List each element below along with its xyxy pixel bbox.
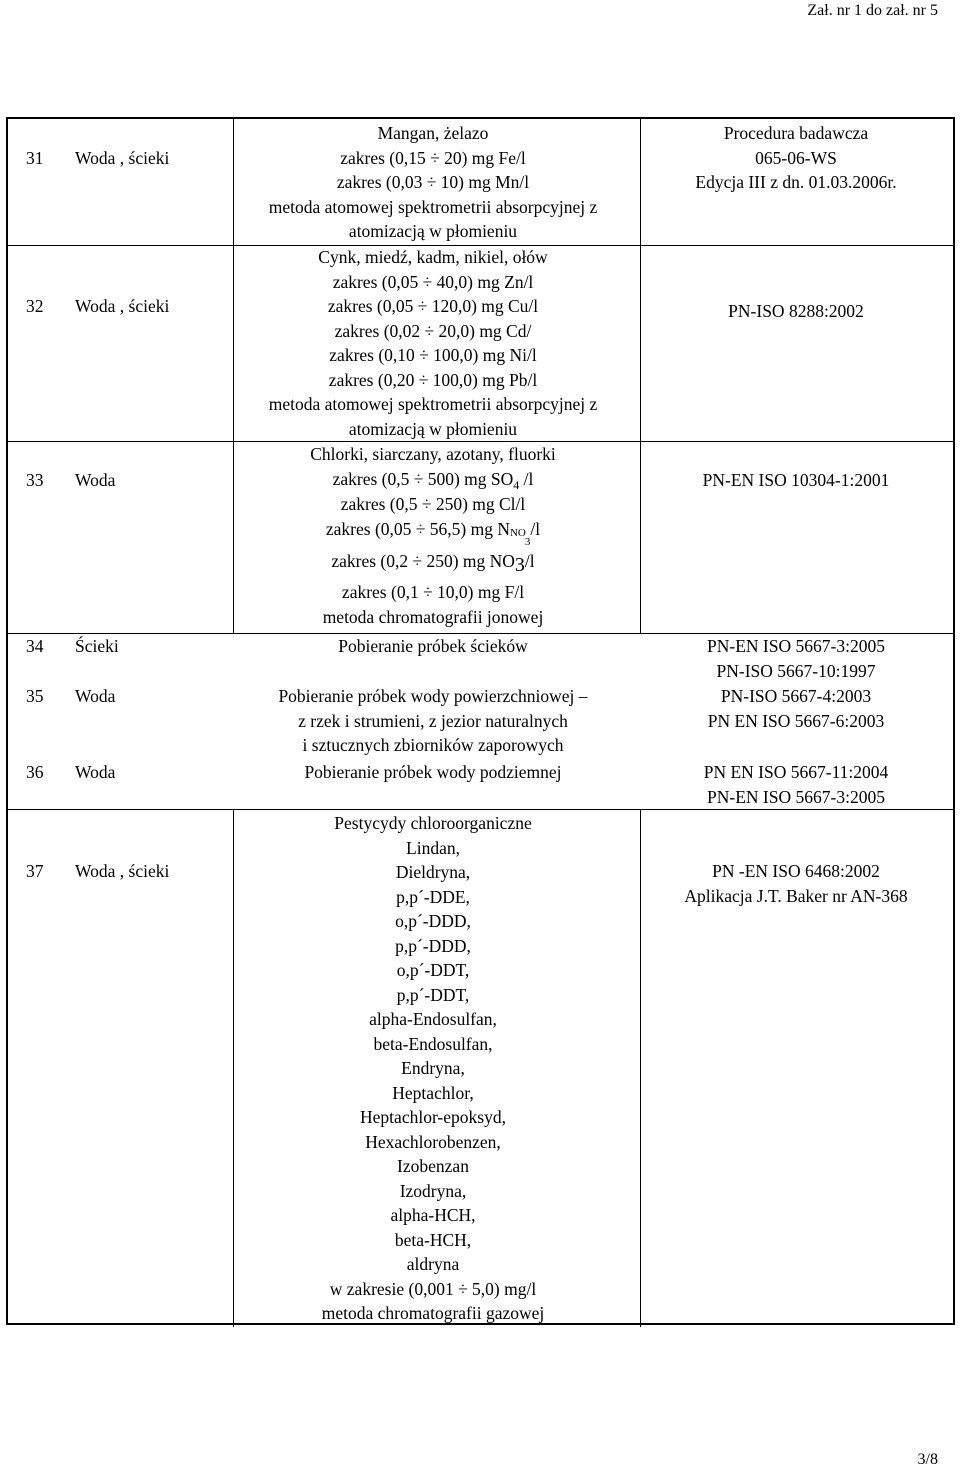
standard-line: PN-ISO 5667-4:2003 <box>720 686 872 706</box>
row-33-matrix: Woda <box>75 470 116 490</box>
scope-line: metoda chromatografii jonowej <box>322 607 544 627</box>
scope-line: o,p´-DDT, <box>396 960 470 980</box>
scope-line: Chlorki, siarczany, azotany, fluorki <box>310 444 556 464</box>
row-37-number: 37 <box>26 861 44 881</box>
row-37-scope <box>233 811 633 1326</box>
row-35-standard <box>640 684 952 733</box>
scope-line: i sztucznych zbiorników zaporowych <box>302 735 564 755</box>
scope-line: z rzek i strumieni, z jezior naturalnych <box>298 710 568 731</box>
row-32-matrix: Woda , ścieki <box>75 296 170 316</box>
scope-line: Pestycydy chloroorganiczne <box>334 813 532 833</box>
row-33-number: 33 <box>26 470 44 490</box>
row-32-standard <box>640 299 952 324</box>
row-33-standard <box>640 468 952 493</box>
scope-line: zakres (0,20 ÷ 100,0) mg Pb/l <box>328 369 538 390</box>
scope-line: o,p´-DDD, <box>395 911 471 931</box>
scope-line: metoda atomowej spektrometrii absorpcyjnej z <box>268 394 598 414</box>
scope-line: Heptachlor-epoksyd, <box>360 1107 506 1127</box>
scope-line: p,p´-DDD, <box>395 935 471 956</box>
scope-line: Dieldryna, <box>395 862 471 882</box>
scope-line: Pobieranie próbek wody podziemnej <box>304 762 562 782</box>
scope-line: zakres (0,05 ÷ 56,5) mg $NNO_3/l$ <box>325 519 541 548</box>
standard-line: PN-EN ISO 5667-3:2005 <box>707 636 885 656</box>
scope-line: atomizacją w płomieniu <box>348 221 518 241</box>
scope-line: alpha-HCH, <box>390 1205 476 1225</box>
scope-line: zakres (0,05 ÷ 120,0) mg Cu/l <box>327 296 539 316</box>
row-37-matrix: Woda , ścieki <box>75 861 170 881</box>
row-31-matrix: Woda , ścieki <box>75 148 170 168</box>
scope-line: zakres (0,02 ÷ 20,0) mg Cd/ <box>334 320 532 341</box>
scope-line: zakres (0,5 ÷ 250) mg Cl/l <box>340 494 526 514</box>
page-number: 3/8 <box>917 1451 938 1468</box>
row-divider <box>8 809 953 810</box>
scope-line: Hexachlorobenzen, <box>365 1131 501 1152</box>
standard-line: PN-ISO 5667-10:1997 <box>716 660 876 681</box>
standard-line: PN -EN ISO 6468:2002 <box>712 861 880 881</box>
scope-line: Izobenzan <box>397 1156 469 1176</box>
row-31-standard <box>640 121 952 195</box>
scope-line: aldryna <box>406 1254 460 1274</box>
scope-line: p,p´-DDE, <box>396 886 470 907</box>
scope-line: zakres (0,10 ÷ 100,0) mg Ni/l <box>329 345 537 365</box>
standard-line: Aplikacja J.T. Baker nr AN-368 <box>684 885 908 906</box>
row-32-number: 32 <box>26 296 44 316</box>
row-36-standard <box>640 760 952 809</box>
scope-line: w zakresie (0,001 ÷ 5,0) mg/l <box>329 1278 537 1299</box>
scope-line: zakres (0,15 ÷ 20) mg Fe/l <box>340 147 526 168</box>
standard-line: PN EN ISO 5667-11:2004 <box>703 762 889 782</box>
scope-line: Pobieranie próbek ścieków <box>338 636 528 656</box>
scope-line: zakres (0,03 ÷ 10) mg Mn/l <box>336 172 530 192</box>
row-33-scope <box>233 442 633 630</box>
row-35-matrix: Woda <box>75 686 116 706</box>
scope-line: alpha-Endosulfan, <box>369 1009 497 1029</box>
scope-line: zakres (0,2 ÷ 250) mg NO3/l <box>331 551 535 576</box>
row-31-number: 31 <box>26 148 44 168</box>
standard-line: PN-ISO 8288:2002 <box>728 301 864 321</box>
row-35-number: 35 <box>26 686 44 706</box>
scope-line: Lindan, <box>406 837 460 858</box>
column-divider <box>640 119 641 633</box>
row-31-scope <box>233 121 633 244</box>
row-34-number: 34 <box>26 636 44 656</box>
scope-line: Endryna, <box>401 1058 465 1078</box>
scope-line: metoda atomowej spektrometrii absorpcyjnej z <box>268 196 598 217</box>
scope-line: zakres (0,1 ÷ 10,0) mg F/l <box>341 582 525 602</box>
scope-line: zakres (0,5 ÷ 500) mg $SO_4$ /l <box>332 469 534 492</box>
row-35-scope <box>233 684 633 758</box>
row-36-scope <box>233 760 633 785</box>
row-34-matrix: Ścieki <box>75 636 119 656</box>
page-header: Zał. nr 1 do zał. nr 5 <box>807 2 938 19</box>
standard-line: PN EN ISO 5667-6:2003 <box>707 710 885 731</box>
row-36-number: 36 <box>26 762 44 782</box>
scope-line: zakres (0,05 ÷ 40,0) mg Zn/l <box>332 271 534 292</box>
scope-line: metoda chromatografii gazowej <box>321 1303 545 1323</box>
scope-line: Cynk, miedź, kadm, nikiel, ołów <box>318 247 548 267</box>
scope-line: Mangan, żelazo <box>377 123 489 143</box>
scope-line: Izodryna, <box>399 1180 467 1201</box>
standard-line: PN-EN ISO 5667-3:2005 <box>707 786 885 807</box>
scope-line: Heptachlor, <box>392 1082 474 1103</box>
row-37-standard <box>640 859 952 908</box>
standard-line: PN-EN ISO 10304-1:2001 <box>702 470 890 490</box>
row-32-scope <box>233 245 633 441</box>
standard-line: Procedura badawcza <box>723 123 869 143</box>
standard-line: Edycja III z dn. 01.03.2006r. <box>695 172 897 192</box>
standard-line: 065-06-WS <box>755 147 837 168</box>
scope-line: Pobieranie próbek wody powierzchniowej – <box>278 686 588 706</box>
scope-line: p,p´-DDT, <box>396 984 470 1005</box>
row-34-scope <box>233 634 633 659</box>
scope-line: atomizacją w płomieniu <box>348 418 518 439</box>
scope-line: beta-Endosulfan, <box>373 1033 493 1054</box>
row-34-standard <box>640 634 952 683</box>
scope-line: beta-HCH, <box>394 1229 472 1250</box>
row-36-matrix: Woda <box>75 762 116 782</box>
